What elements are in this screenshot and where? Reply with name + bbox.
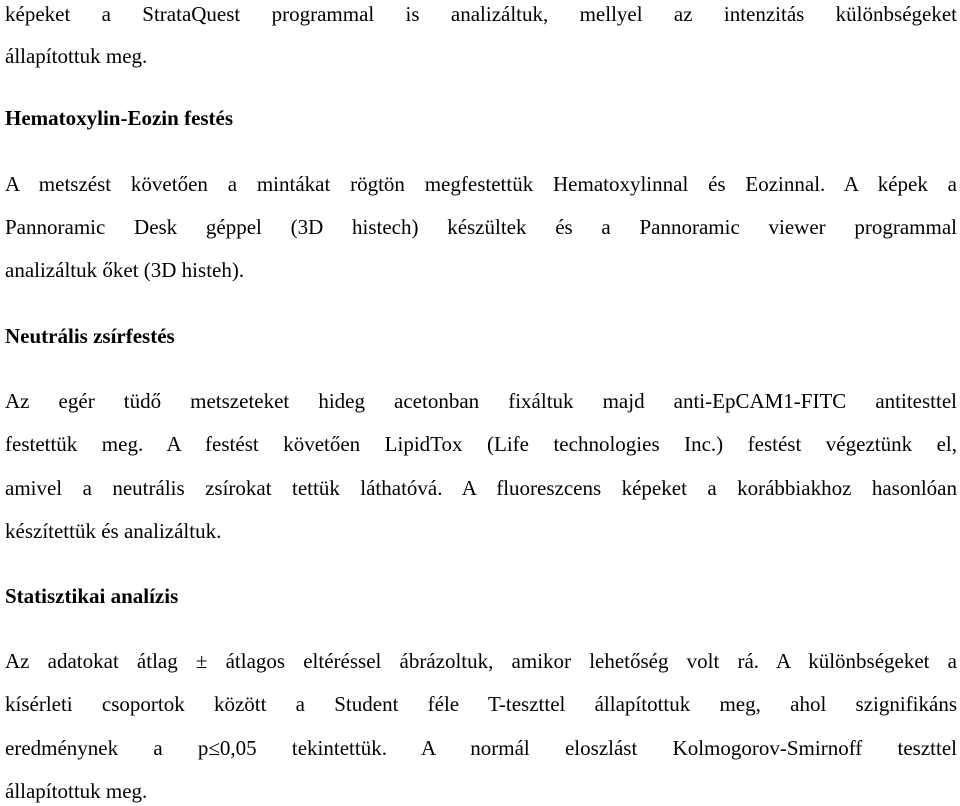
paragraph-line: állapítottuk meg.	[5, 779, 148, 803]
paragraph-line: eredménynek a p≤0,05 tekintettük. A normál eloszlást Kolmogorov-Smirnoff teszttel	[5, 736, 957, 760]
paragraph-line: festettük meg. A festést követően LipidTox (Life technologies Inc.) festést végeztünk el,	[5, 432, 957, 456]
section-heading: Statisztikai analízis	[5, 584, 179, 608]
paragraph-line: analizáltuk őket (3D histeh).	[5, 258, 245, 282]
paragraph-line: A metszést követően a mintákat rögtön megfestettük Hematoxylinnal és Eozinnal. A képek a	[5, 172, 957, 196]
paragraph-line: Pannoramic Desk géppel (3D histech) készültek és a Pannoramic viewer programmal	[5, 215, 957, 239]
paragraph-line: kísérleti csoportok között a Student féle T-teszttel állapítottuk meg, ahol szignifikáns	[5, 692, 957, 716]
paragraph-line: Az adatokat átlag ± átlagos eltéréssel ábrázoltuk, amikor lehetőség volt rá. A különbségeket a	[5, 649, 957, 673]
section-heading: Neutrális zsírfestés	[5, 324, 175, 348]
section-heading: Hematoxylin-Eozin festés	[5, 106, 234, 130]
paragraph-line: képeket a StrataQuest programmal is analizáltuk, mellyel az intenzitás különbségeket	[5, 2, 957, 26]
paragraph-line: készítettük és analizáltuk.	[5, 519, 222, 543]
paragraph-line: Az egér tüdő metszeteket hideg acetonban fixáltuk majd anti-EpCAM1-FITC antitesttel	[5, 389, 957, 413]
paragraph-line: állapítottuk meg.	[5, 44, 148, 68]
paragraph-line: amivel a neutrális zsírokat tettük láthatóvá. A fluoreszcens képeket a korábbiakhoz hasonlóan	[5, 476, 957, 500]
